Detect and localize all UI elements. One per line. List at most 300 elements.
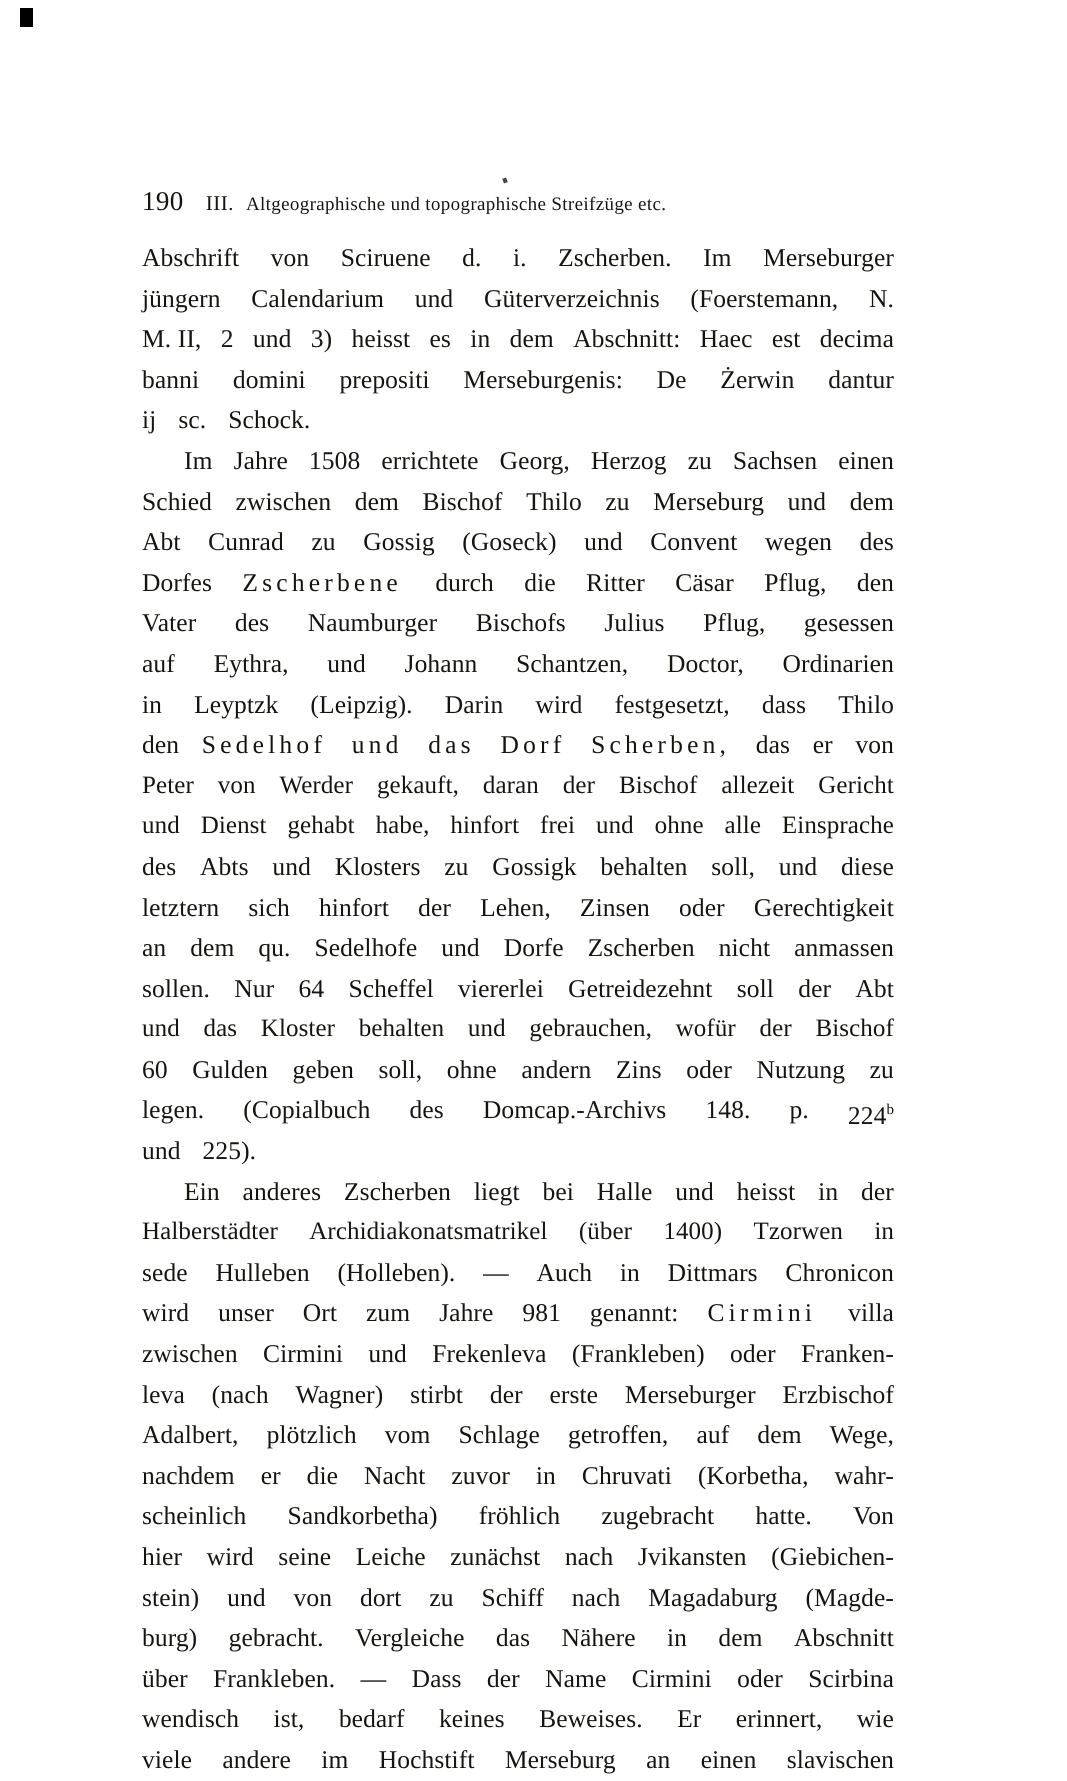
page-number: 190 [142,186,184,216]
word: Von [853,1501,894,1531]
word: (Korbetha, [697,1460,809,1490]
word: Erzbischof [782,1379,894,1409]
word: und [142,1136,181,1166]
word: Cirmini [631,1663,712,1693]
word: dem [757,1420,802,1450]
word: wegen [764,527,833,557]
word: 3) [310,324,333,354]
word: Dorfes [142,567,212,597]
word: Name [545,1663,607,1693]
word: Schantzen, [516,648,629,678]
word: seine [278,1542,332,1571]
word: Thilo [526,486,582,516]
word: (Giebichen- [771,1542,894,1571]
word: zum [366,1298,411,1328]
word: der [489,1379,523,1409]
word: erinnert, [735,1704,823,1734]
word: dem [849,486,894,516]
running-head-title: Altgeographische und topographische Streifzüge etc. [245,194,667,215]
word: dem [509,324,554,354]
marginal-folio-side: b [886,1102,894,1119]
word: der [562,771,596,799]
word: der [486,1663,520,1693]
text-line [142,1172,894,1213]
emphasized-word: das [428,730,475,760]
word: plötzlich [266,1420,357,1450]
word: und [142,1015,180,1043]
word: und [595,812,634,840]
word: zu [687,445,712,475]
word: Calendarium [251,283,385,313]
word: Im [184,445,213,475]
word: durch [435,567,494,597]
word: diese [841,851,894,881]
word: gekauft, [376,771,459,799]
text-line [142,360,894,401]
word: legen. [142,1095,205,1125]
word: Abt [855,973,894,1003]
text-line [142,319,894,360]
text-line [142,1253,894,1294]
word: und [327,648,366,678]
word: an [646,1744,671,1774]
word: Lehen, [480,892,551,922]
word: Zscherben [343,1176,452,1206]
text-line [142,644,894,685]
word: ohne [654,812,704,840]
word: 60 [142,1054,168,1084]
word: unser [218,1298,274,1328]
word: Doctor, [666,648,744,678]
word: 1400) [663,1218,723,1246]
word: Chronicon [785,1257,894,1287]
word: Zins [615,1054,662,1084]
word: den [142,730,180,760]
word: scheinlich [142,1501,247,1531]
word: nachdem [142,1460,235,1490]
word: Franken- [801,1339,894,1369]
word: hinfort [318,892,390,922]
word: i. [512,243,527,272]
word: oder [737,1663,783,1693]
word: Zscherben. [558,243,672,272]
text-line [142,1050,894,1091]
word: wie [856,1704,894,1734]
word: dem [354,486,399,516]
word: Bischof [815,1015,894,1043]
word: Nur [234,973,275,1003]
word: dort [359,1582,402,1612]
word: Hochstift [378,1744,475,1774]
word: gesessen [803,608,894,638]
text-line [142,1618,894,1659]
word: bedarf [338,1704,405,1734]
word: Georg, [499,445,570,475]
word: Nähere [561,1623,636,1653]
word: Gulden [192,1054,268,1084]
word: letztern [142,892,220,922]
emphasized-word: Zscherbene [242,567,402,597]
text-line [142,847,894,888]
paragraph-3 [142,1172,894,1781]
word: Schlage [458,1420,540,1450]
text-line [142,603,894,644]
word: Halle [596,1176,653,1206]
word: Gossigk [492,851,577,881]
word: slavischen [786,1744,894,1774]
word: das [495,1623,531,1653]
word: Dass [411,1663,462,1693]
word: anderes [242,1176,322,1206]
word: Magadaburg [648,1582,778,1612]
word: villa [848,1298,894,1328]
word: der [861,1176,894,1206]
word: und [584,527,623,557]
word: Jvikansten [637,1542,747,1571]
text-line [142,806,894,847]
word: der [798,973,832,1003]
word: Naumburger [307,608,438,638]
emphasized-word: Cirmini [707,1298,817,1328]
word: soll [736,973,774,1003]
word: wird [142,1298,190,1328]
word: errichtete [381,445,479,475]
word: Scirbina [808,1663,894,1693]
word: Er [677,1704,702,1734]
word: allezeit [721,771,795,799]
word: De [656,364,687,394]
word: Gericht [818,771,894,799]
word: anmassen [794,933,894,963]
word: domini [232,364,306,394]
word: und [441,933,480,963]
word: ij [142,405,157,435]
word: einen [838,445,894,475]
word: Cäsar [675,567,734,597]
text-line [142,1334,894,1375]
word: zu [429,1582,454,1612]
word: Darin [444,689,504,719]
word: habe, [375,812,430,840]
word: (Foerstemann, [690,283,839,313]
word: alle [724,812,762,840]
text-line [142,1699,894,1740]
word: Abschrift [142,243,240,272]
word: und [778,851,818,881]
word: (Goseck) [462,527,557,557]
word: und [787,486,827,516]
word: nach [564,1542,614,1571]
word: gebracht. [228,1623,324,1653]
word: ist, [273,1704,305,1734]
word: Julius [604,608,665,638]
text-line [142,1090,894,1131]
word: Vater [142,608,197,638]
word: über [142,1663,188,1693]
word: Leyptzk [194,689,279,719]
word: Cirmini [263,1339,344,1369]
word: qu. [258,933,291,963]
word: Dienst [200,812,267,840]
word: Gerechtigkeit [753,892,894,922]
word: Haec [699,324,753,354]
word: Frankleben. [213,1663,336,1693]
word: (nach [211,1379,269,1409]
word: das [203,1015,238,1043]
text-line [142,725,894,766]
word: liegt [473,1176,520,1206]
word: prepositi [339,364,430,394]
em-dash: — [483,1257,509,1287]
word: daran [482,771,539,799]
word: hinfort [450,812,520,840]
word: und [467,1015,506,1043]
emphasized-word: Scherben, [591,730,731,760]
word: viele [142,1744,193,1774]
word: Bischof [422,486,503,516]
word: die [524,567,556,597]
word: an [142,933,167,963]
word: festgesetzt, [614,689,730,719]
text-line [142,888,894,929]
word: von [217,771,256,799]
word: nicht [718,933,771,963]
word: stein) [142,1582,200,1612]
word: die [306,1460,339,1490]
word: getroffen, [568,1420,669,1450]
word: des [234,608,270,638]
word: den [856,567,894,597]
emphasized-word: Sedelhof [201,730,327,760]
word: behalten [358,1015,445,1043]
word: d. [462,243,482,272]
word: und [272,851,311,881]
word: der [759,1015,792,1043]
word: von [293,1582,333,1612]
word: in [818,1176,839,1206]
word: im [321,1744,349,1774]
word: (Magde- [805,1582,894,1612]
word: Herzog [590,445,667,475]
word: zuvor [451,1460,510,1490]
text-line [142,400,894,441]
word: oder [679,892,725,922]
word: (Holleben). [337,1257,456,1287]
word: (Frankleben) [571,1339,705,1369]
text-line [142,1659,894,1700]
word: Domcap.-Archivs [482,1095,667,1125]
word: er [812,730,833,760]
word: keines [438,1704,505,1734]
word: des [142,851,177,881]
paragraph-1 [142,238,894,441]
word: Bischof [618,771,698,799]
word: und [142,812,180,840]
word: zunächst [450,1542,541,1571]
text-line [142,1293,894,1334]
text-line [142,522,894,563]
word: Zscherben [587,933,695,963]
word: 148. [705,1095,751,1125]
word: Sedelhofe [314,933,418,963]
text-line [142,1456,894,1497]
running-head [142,186,932,216]
word: gehabt [287,812,355,840]
word: soll, [711,851,755,881]
word: und [227,1582,266,1612]
word: andern [521,1054,592,1084]
word: dass [761,689,807,719]
word: viererlei [458,973,544,1003]
word: ohne [446,1054,497,1084]
word: Sandkorbetha) [287,1501,438,1531]
word: zugebracht [601,1501,715,1531]
word: einen [700,1744,757,1774]
word: Nutzung [756,1054,846,1084]
word: leva [142,1379,185,1409]
word: 2 [220,324,234,354]
text-line [142,1212,894,1253]
word: sc. [178,405,207,435]
text-line [142,969,894,1010]
word: banni [142,364,200,394]
word: in [535,1460,556,1490]
word: Einsprache [781,812,894,840]
text-line [142,563,894,604]
word: dantur [828,364,894,394]
word: Pflug, [703,608,766,638]
word: Ordinarien [782,648,894,678]
part-number: III. [205,191,234,215]
word: genannt: [589,1298,679,1328]
word: nach [571,1582,621,1612]
word: hatte. [755,1501,812,1531]
word: und [252,324,292,354]
word: Abt [142,527,181,557]
word: oder [686,1054,732,1084]
word: Getreidezehnt [568,973,713,1003]
text-line [142,766,894,807]
word: auf [142,648,175,678]
emphasized-word: und [351,730,403,760]
word: dem [190,933,235,963]
word: des [409,1095,444,1125]
text-line [142,1415,894,1456]
word: est [771,324,801,354]
word: zu [605,486,630,516]
word: Dittmars [667,1257,758,1287]
word: heisst [736,1176,796,1206]
text-line [142,1740,894,1781]
word: 64 [298,973,325,1003]
word: Hulleben [215,1257,310,1287]
word: Sciruene [340,243,431,272]
word: Tzorwen [753,1218,844,1246]
word: 224 [847,1100,887,1130]
word: und [368,1339,407,1369]
word: zu [869,1054,894,1084]
word: Im [703,243,732,272]
word: Dorfe [503,933,564,963]
word: dem [718,1623,763,1653]
word: andere [222,1744,291,1774]
word: 225). [202,1136,257,1166]
word: geben [292,1054,354,1084]
word: fröhlich [478,1501,561,1531]
word: zwischen [235,486,332,516]
word: der [418,892,452,922]
word: Jahre [233,445,288,475]
word: M. II, [142,324,202,354]
body-text [142,238,894,1781]
word: Abschnitt: [573,324,681,354]
word: Cunrad [208,527,284,557]
word: zu [311,527,336,557]
word: sich [248,892,290,922]
word: hier [142,1542,183,1571]
em-dash: — [360,1663,387,1693]
word: und [675,1176,714,1206]
text-line [142,928,894,969]
word: des [859,527,894,557]
word: Halberstädter [142,1218,278,1246]
word: Kloster [260,1015,336,1043]
word: und [414,283,454,313]
word: in [470,324,491,354]
word: Frekenleva [432,1339,547,1369]
word: Vergleiche [354,1623,465,1653]
text-line [142,482,894,523]
word: von [270,243,310,272]
word: Beweises. [539,1704,643,1734]
word: Jahre [439,1298,494,1328]
word: Pflug, [764,567,827,597]
text-line [142,1578,894,1619]
word: Thilo [838,689,894,719]
word: Sachsen [732,445,818,475]
word: Auch [536,1257,593,1287]
word: heisst [351,324,411,354]
word: Bischofs [475,608,566,638]
word: oder [730,1339,776,1369]
word-group [848,1090,894,1131]
text-line [142,441,894,482]
word: Merseburger [624,1379,756,1409]
word: Merseburgenis: [463,364,623,394]
word: erste [549,1379,599,1409]
word: (Copialbuch [243,1095,371,1125]
word: in [142,689,163,719]
word: Ein [184,1176,220,1206]
word: Merseburg [653,486,765,516]
word: Adalbert, [142,1420,239,1450]
word: er [260,1460,281,1490]
word: wofür [675,1015,736,1043]
word: stirbt [410,1379,464,1409]
word: Ritter [586,567,645,597]
word: Klosters [334,851,421,881]
word: wahr- [834,1460,894,1490]
word: es [429,324,451,354]
scan-calibration-mark [20,8,33,27]
text-line [142,685,894,726]
word: sede [142,1257,188,1287]
word: Żerwin [720,364,795,394]
word: Archidiakonatsmatrikel [309,1218,548,1246]
word: Convent [650,527,738,557]
word: Wege, [829,1420,894,1450]
word: soll, [378,1054,423,1084]
